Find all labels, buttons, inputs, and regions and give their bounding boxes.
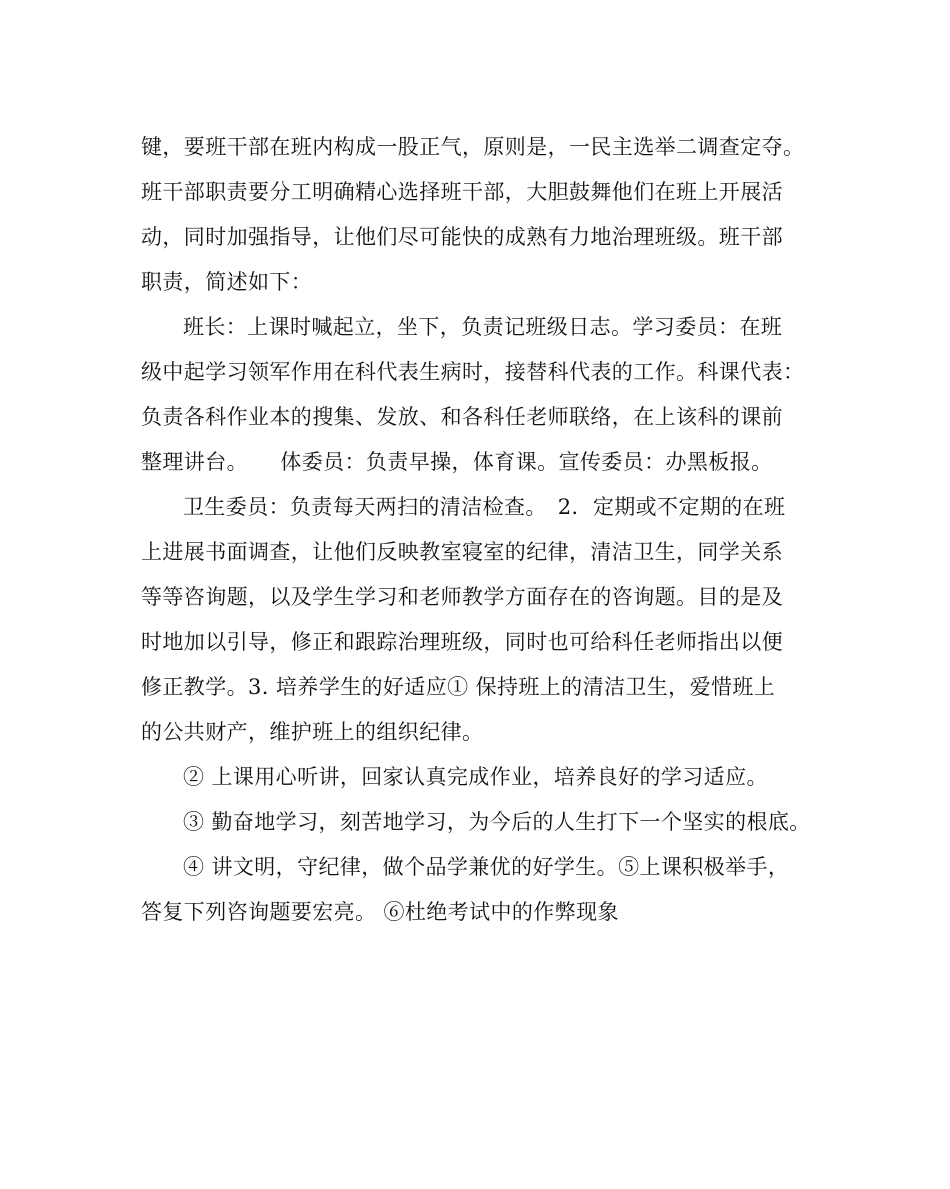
text-line: 级中起学习领军作用在科代表生病时，接替科代表的工作。科课代表： — [141, 360, 805, 384]
text-line: 上进展书面调查，让他们反映教室寝室的纪律，清洁卫生，同学关系 — [141, 540, 783, 564]
text-line: 修正教学。3. 培养学生的好适应① 保持班上的清洁卫生，爱惜班上 — [141, 675, 776, 699]
text-line: 班干部职责要分工明确精心选择班干部，大胆鼓舞他们在班上开展活 — [141, 180, 783, 204]
list-item-line: ③ 勤奋地学习，刻苦地学习，为今后的人生打下一个坚实的根底。 — [183, 810, 811, 834]
text-line: 动，同时加强指导，让他们尽可能快的成熟有力地治理班级。班干部 — [141, 225, 783, 249]
paragraph-start-line: 班长：上课时喊起立，坐下，负责记班级日志。学习委员：在班 — [183, 315, 783, 339]
text-line: 整理讲台。 体委员：负责早操，体育课。宣传委员：办黑板报。 — [141, 450, 773, 474]
text-line: 答复下列咨询题要宏亮。 ⑥杜绝考试中的作弊现象 — [141, 900, 619, 924]
body-text — [141, 125, 841, 935]
list-item-line: ② 上课用心听讲，回家认真完成作业，培养良好的学习适应。 — [183, 765, 768, 789]
text-line: 的公共财产，维护班上的组织纪律。 — [141, 720, 484, 744]
list-item-line: ④ 讲文明，守纪律，做个品学兼优的好学生。⑤上课积极举手， — [183, 855, 790, 879]
paragraph-start-line: 卫生委员：负责每天两扫的清洁检查。 2．定期或不定期的在班 — [183, 495, 786, 519]
text-line: 键，要班干部在班内构成一股正气，原则是，一民主选举二调查定夺。 — [141, 135, 805, 159]
text-line: 等等咨询题，以及学生学习和老师教学方面存在的咨询题。目的是及 — [141, 585, 783, 609]
text-line: 时地加以引导，修正和跟踪治理班级，同时也可给科任老师指出以便 — [141, 630, 783, 654]
text-line: 负责各科作业本的搜集、发放、和各科任老师联络，在上该科的课前 — [141, 405, 783, 429]
text-line: 职责，简述如下： — [141, 270, 313, 294]
